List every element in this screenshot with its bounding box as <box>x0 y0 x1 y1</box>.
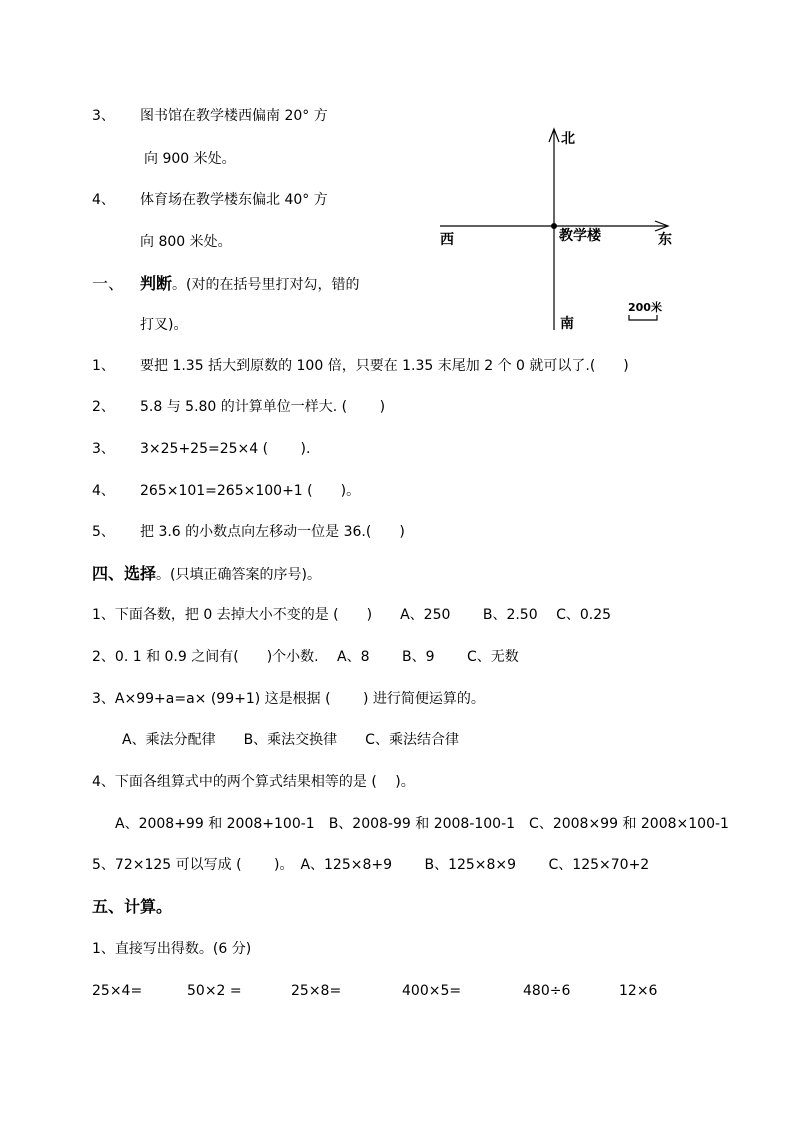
calc-section-title: 五、计算。 <box>92 897 173 916</box>
item-3-line2: 向 900 米处。 <box>144 151 236 167</box>
calc-expression-1: 25×4= <box>92 983 143 999</box>
choose-question-3-options: A、乘法分配律 B、乘法交换律 C、乘法结合律 <box>122 732 459 748</box>
choose-question-2: 2、0. 1 和 0.9 之间有( )个小数. A、8 B、9 C、无数 <box>92 649 519 665</box>
choose-question-1: 1、下面各数，把 0 去掉大小不变的是 ( ) A、250 B、2.50 C、0.25 <box>92 607 612 623</box>
compass-diagram <box>430 120 680 340</box>
item-4-line2: 向 800 米处。 <box>140 234 232 250</box>
judge-title: 判断 <box>140 274 173 293</box>
judge-item-1-text: 要把 1.35 括大到原数的 100 倍，只要在 1.35 末尾加 2 个 0 就可以了.( ) <box>140 358 629 374</box>
calc-expression-4: 400×5= <box>402 983 462 999</box>
judge-item-4-text: 265×101=265×100+1 ( )。 <box>140 483 361 499</box>
judge-item-2-text: 5.8 与 5.80 的计算单位一样大. ( ) <box>140 399 386 415</box>
item-4-line1: 体育场在教学楼东偏北 40° 方 <box>140 192 328 208</box>
calc-expression-2: 50×2 = <box>187 983 242 999</box>
item-3-line1: 图书馆在教学楼西偏南 20° 方 <box>140 108 328 124</box>
calc-expression-6: 12×6 <box>619 983 658 999</box>
judge-item-2-number: 2、 <box>92 399 115 415</box>
judge-item-5-number: 5、 <box>92 524 115 540</box>
choose-question-4-options: A、2008+99 和 2008+100-1 B、2008-99 和 2008-100-1 C、2008×99 和 2008×100-1 <box>115 816 729 832</box>
judge-item-1-number: 1、 <box>92 358 115 374</box>
scale-bar <box>629 315 657 320</box>
judge-item-3-text: 3×25+25=25×4 ( ). <box>140 441 311 457</box>
judge-intro-line1: 。(对的在括号里打对勾，错的 <box>172 277 360 293</box>
judge-item-4-number: 4、 <box>92 483 115 499</box>
south-label: 南 <box>560 316 574 332</box>
north-label: 北 <box>561 131 575 147</box>
choose-question-3: 3、A×99+a=a× (99+1) 这是根据 ( ) 进行简便运算的。 <box>92 691 485 707</box>
judge-item-5-text: 把 3.6 的小数点向左移动一位是 36.( ) <box>140 524 405 540</box>
choose-title: 四、选择 <box>92 564 157 583</box>
choose-intro: 。(只填正确答案的序号)。 <box>156 567 321 583</box>
choose-section-heading <box>92 565 321 584</box>
west-label: 西 <box>440 232 454 248</box>
origin-point <box>551 223 557 229</box>
east-label: 东 <box>658 232 672 248</box>
judge-section-number: 一、 <box>92 274 125 293</box>
center-building-label: 教学楼 <box>559 228 601 244</box>
calc-subtitle: 1、直接写出得数。(6 分) <box>92 941 252 957</box>
item-4-number: 4、 <box>92 192 115 208</box>
choose-question-4: 4、下面各组算式中的两个算式结果相等的是 ( )。 <box>92 774 415 790</box>
calc-expression-5: 480÷6 <box>523 983 571 999</box>
judge-item-3-number: 3、 <box>92 441 115 457</box>
judge-intro-line2: 打叉)。 <box>140 317 188 333</box>
scale-label: 200米 <box>628 301 662 314</box>
item-3-number: 3、 <box>92 108 115 124</box>
calc-expression-3: 25×8= <box>291 983 342 999</box>
judge-section-heading <box>140 275 359 294</box>
choose-question-5: 5、72×125 可以写成 ( )。 A、125×8+9 B、125×8×9 C、125×70+2 <box>92 857 650 873</box>
